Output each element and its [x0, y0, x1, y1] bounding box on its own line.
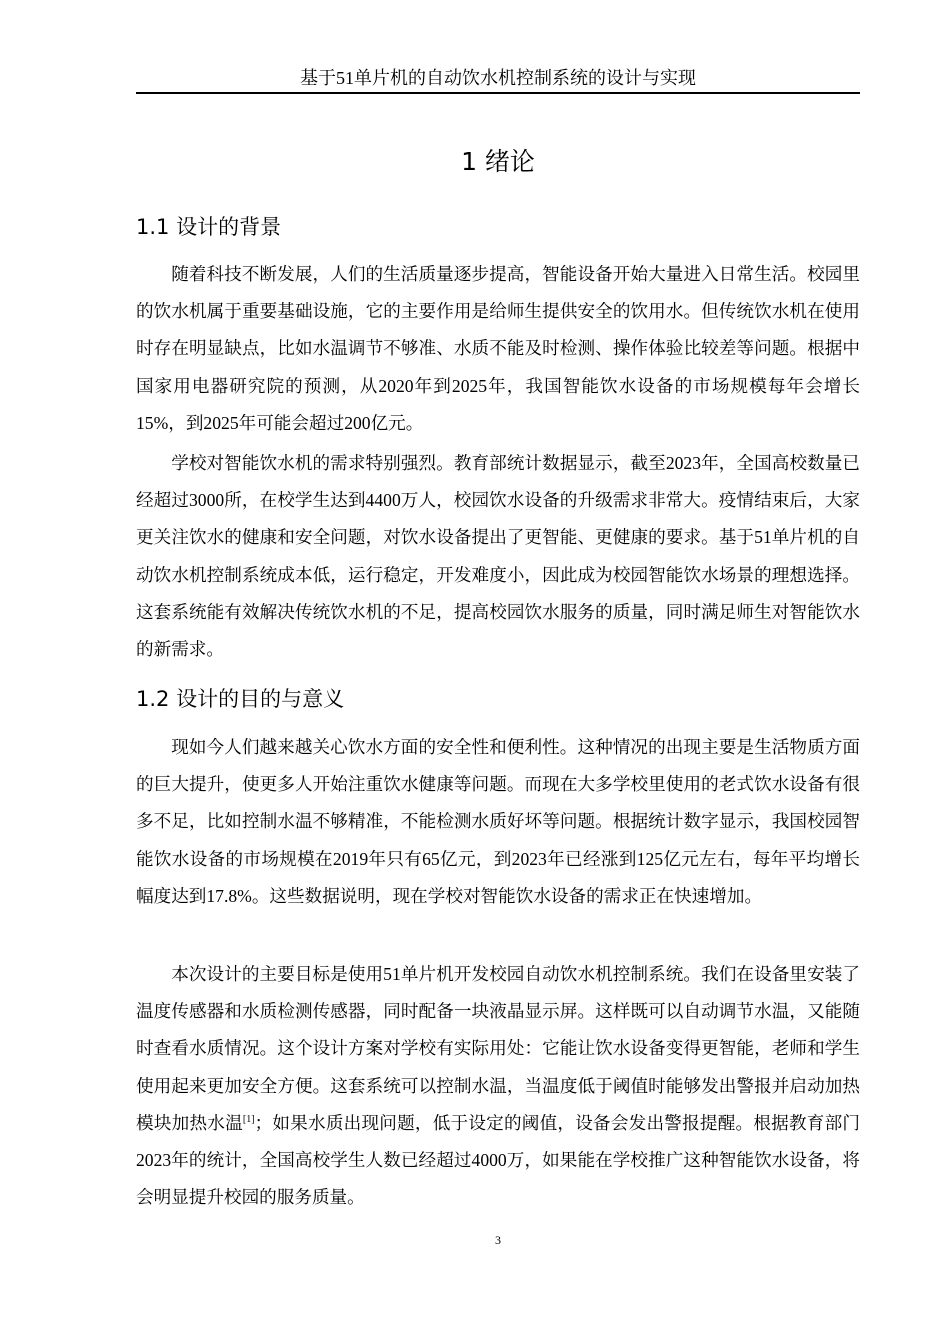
paragraph-background-2: 学校对智能饮水机的需求特别强烈。教育部统计数据显示，截至2023年，全国高校数量已经超过3000所，在校学生达到4400万人，校园饮水设备的升级需求非常大。疫情结束后，大家更关注饮水的健康和安全问题，对饮水设备提出了更智能、更健康的要求。基于51单片机的自动饮水机控制系统成本低，运行稳定，开发难度小，因此成为校园智能饮水场景的理想选择。这套系统能有效解决传统饮水机的不足，提高校园饮水服务的质量，同时满足师生对智能饮水的新需求。 — [136, 453, 860, 660]
citation-marker[interactable]: [1] — [242, 1113, 255, 1125]
paragraph-purpose-1: 现如今人们越来越关心饮水方面的安全性和便利性。这种情况的出现主要是生活物质方面的巨大提升，使更多人开始注重饮水健康等问题。而现在大多学校里使用的老式饮水设备有很多不足，比如控制水温不够精准，不能检测水质好坏等问题。根据统计数字显示，我国校园智能饮水设备的市场规模在2019年只有65亿元，到2023年已经涨到125亿元左右，每年平均增长幅度达到17.8%。这些数据说明，现在学校对智能饮水设备的需求正在快速增加。 — [136, 737, 860, 906]
page-number: 3 — [495, 1233, 501, 1247]
paragraph-background-1: 随着科技不断发展，人们的生活质量逐步提高，智能设备开始大量进入日常生活。校园里的饮水机属于重要基础设施，它的主要作用是给师生提供安全的饮用水。但传统饮水机在使用时存在明显缺点，比如水温调节不够准、水质不能及时检测、操作体验比较差等问题。根据中国家用电器研究院的预测，从2020年到2025年，我国智能饮水设备的市场规模每年会增长15%，到2025年可能会超过200亿元。 — [136, 264, 860, 433]
paragraph-purpose-2-text-continued: ；如果水质出现问题，低于设定的阈值，设备会发出警报提醒。根据教育部门2023年的统计，全国高校学生人数已经超过4000万，如果能在学校推广这种智能饮水设备，将会明显提升校园的服务质量。 — [136, 1112, 860, 1208]
paragraph-purpose-2-text: 本次设计的主要目标是使用51单片机开发校园自动饮水机控制系统。我们在设备里安装了温度传感器和水质检测传感器，同时配备一块液晶显示屏。这样既可以自动调节水温，又能随时查看水质情况。这个设计方案对学校有实际用处：它能让饮水设备变得更智能，老师和学生使用起来更加安全方便。这套系统可以控制水温，当温度低于阈值时能够发出警报并启动加热模块加热水温 — [136, 964, 860, 1133]
running-header: 基于51单片机的自动饮水机控制系统的设计与实现 — [300, 68, 696, 88]
paragraph-purpose-2 — [136, 956, 860, 1216]
chapter-title: 1 绪论 — [461, 147, 535, 176]
header-rule — [136, 92, 860, 94]
section-heading-purpose: 1.2 设计的目的与意义 — [136, 687, 345, 711]
section-heading-background: 1.1 设计的背景 — [136, 215, 282, 239]
